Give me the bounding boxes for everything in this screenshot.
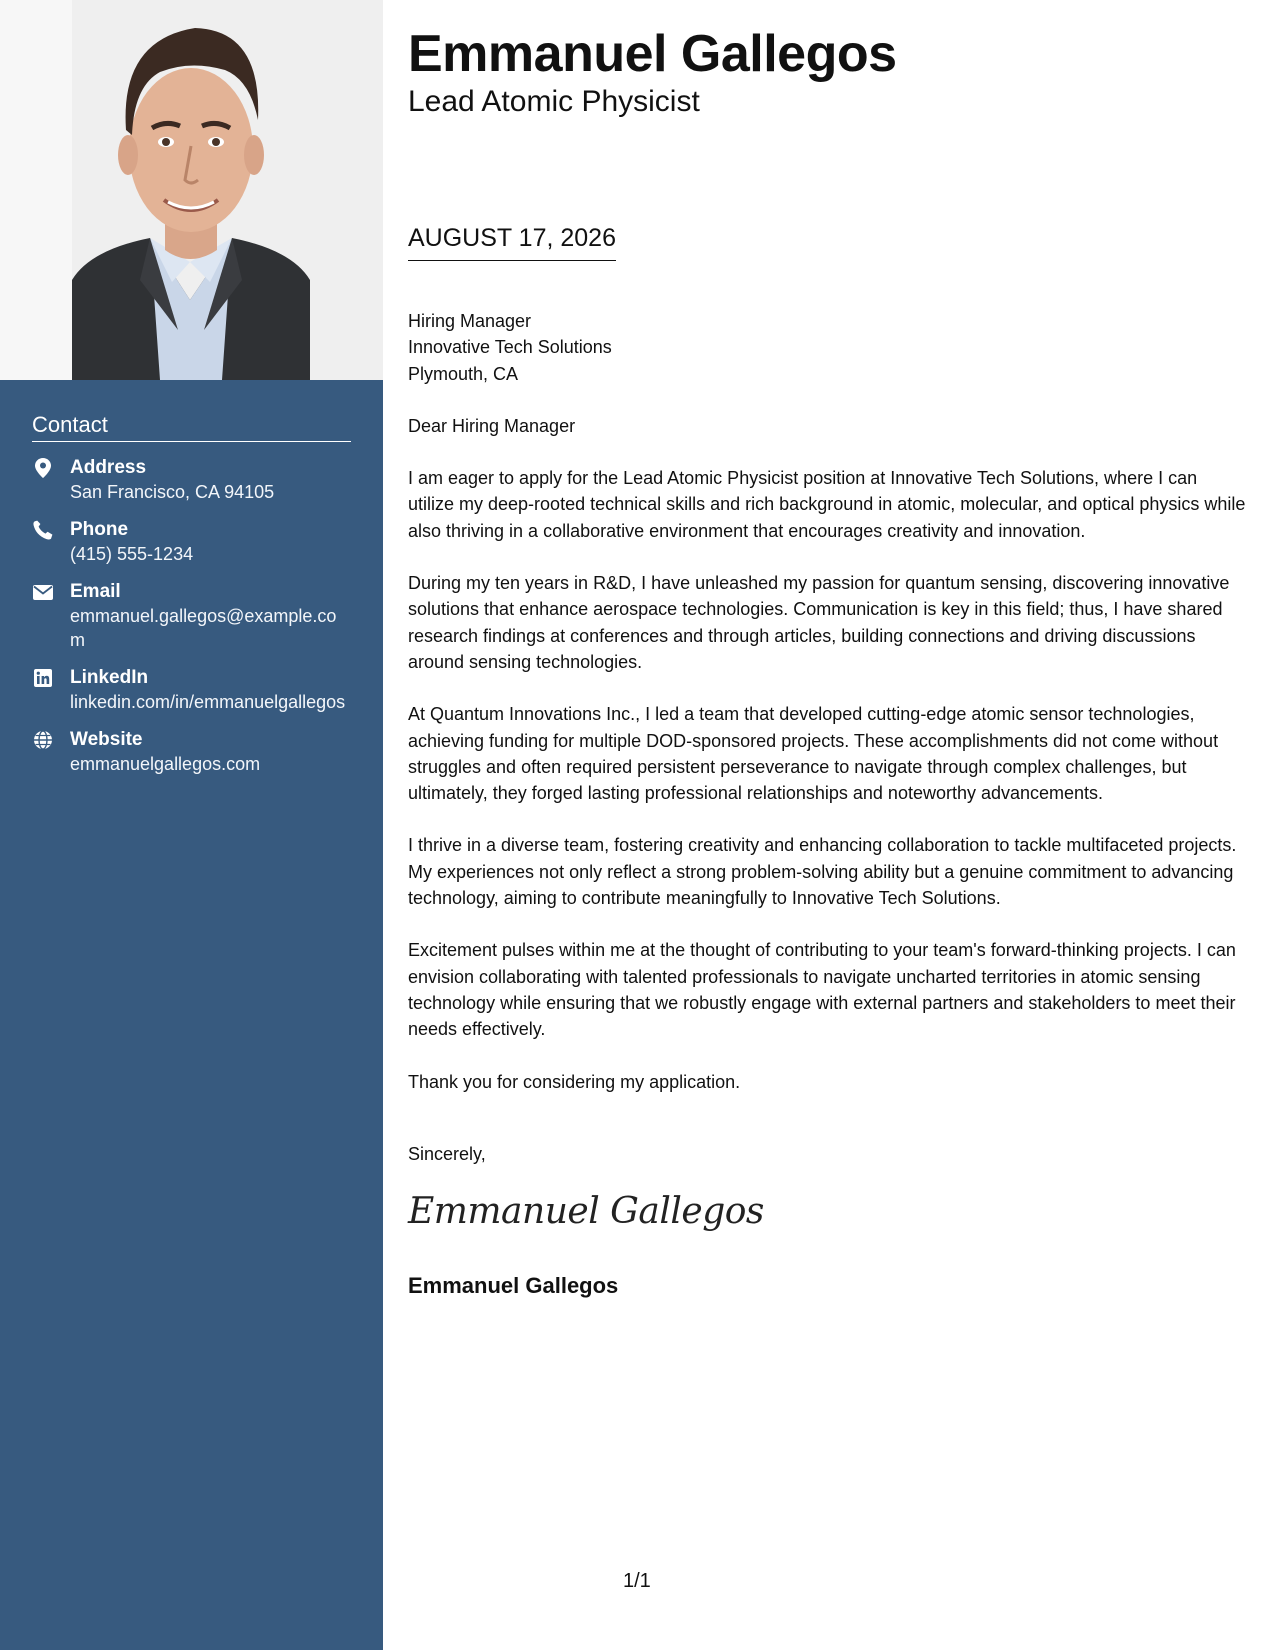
paragraph: I thrive in a diverse team, fostering creativity and enhancing collaboration to tackle multifaceted projects. My experiences not only reflect a strong problem-solving ability but a genuine commitment to advancing technology, aiming to contribute meaningfully to Innovative Tech Solutions. [408,835,1237,909]
linkedin-icon [32,667,54,689]
contact-linkedin [32,666,351,714]
letter-date: AUGUST 17, 2026 [408,222,616,261]
address-value: San Francisco, CA 94105 [70,482,275,502]
paragraph: During my ten years in R&D, I have unleashed my passion for quantum sensing, discovering innovative solutions that enhance aerospace technologies. Communication is key in this field; thus, I have shared research findings at conferences and through articles, building connections and driving discussions around sensing technologies. [408,573,1230,672]
linkedin-value[interactable]: linkedin.com/in/emmanuelgallegos [70,692,346,712]
email-value[interactable]: emmanuel.gallegos@example.com [70,606,337,650]
recipient-line: Innovative Tech Solutions [408,337,612,358]
closing: Sincerely, [408,1143,486,1164]
letter-body [408,282,1248,1299]
profile-photo [0,0,383,380]
globe-icon [32,729,54,751]
recipient-line: Hiring Manager [408,311,532,331]
contact-label: Website [70,729,143,750]
contact-section [32,412,351,790]
salutation: Dear Hiring Manager [408,415,576,436]
signature-image [408,1191,764,1247]
signer-name: Emmanuel Gallegos [408,1273,619,1299]
contact-address [32,456,351,504]
contact-heading: Contact [32,412,351,442]
phone-icon [32,519,54,541]
paragraph: Excitement pulses within me at the thought of contributing to your team's forward-thinking projects. I can envision collaborating with talented professionals to navigate uncharted territories in atomic sensing technology while ensuring that we robustly engage with external partners and stakeholders to meet their needs effectively. [408,940,1236,1040]
envelope-icon [32,581,54,603]
portrait-illustration [0,0,383,380]
applicant-title: Lead Atomic Physicist [408,85,700,118]
paragraph: At Quantum Innovations Inc., I led a team that developed cutting-edge atomic sensor technologies, achieving funding for multiple DOD-sponsored projects. These accomplishments did not come without struggles and often required persistent perseverance to navigate through complex challenges, but ultimately, they forged lasting professional relationships and noteworthy advancements. [408,704,1219,804]
contact-website [32,728,351,776]
paragraph: I am eager to apply for the Lead Atomic Physicist position at Innovative Tech Solutions, where I can utilize my deep-rooted technical skills and rich background in atomic, molecular, and optical physics while also thriving in a collaborative environment that encourages creativity and innovation. [408,468,1246,541]
contact-label: Address [70,457,147,478]
page-number: 1/1 [623,1570,651,1592]
contact-label: LinkedIn [70,667,149,688]
website-value[interactable]: emmanuelgallegos.com [70,754,261,774]
sidebar [0,0,383,1650]
contact-phone [32,518,351,566]
contact-label: Phone [70,519,129,540]
phone-value[interactable]: (415) 555-1234 [70,544,194,564]
map-pin-icon [32,457,54,479]
contact-email [32,580,351,652]
signature-script: Emmanuel Gallegos [408,1191,764,1233]
applicant-name: Emmanuel Gallegos [408,25,897,83]
paragraph: Thank you for considering my application. [408,1071,741,1092]
recipient-line: Plymouth, CA [408,363,519,384]
contact-label: Email [70,581,121,602]
